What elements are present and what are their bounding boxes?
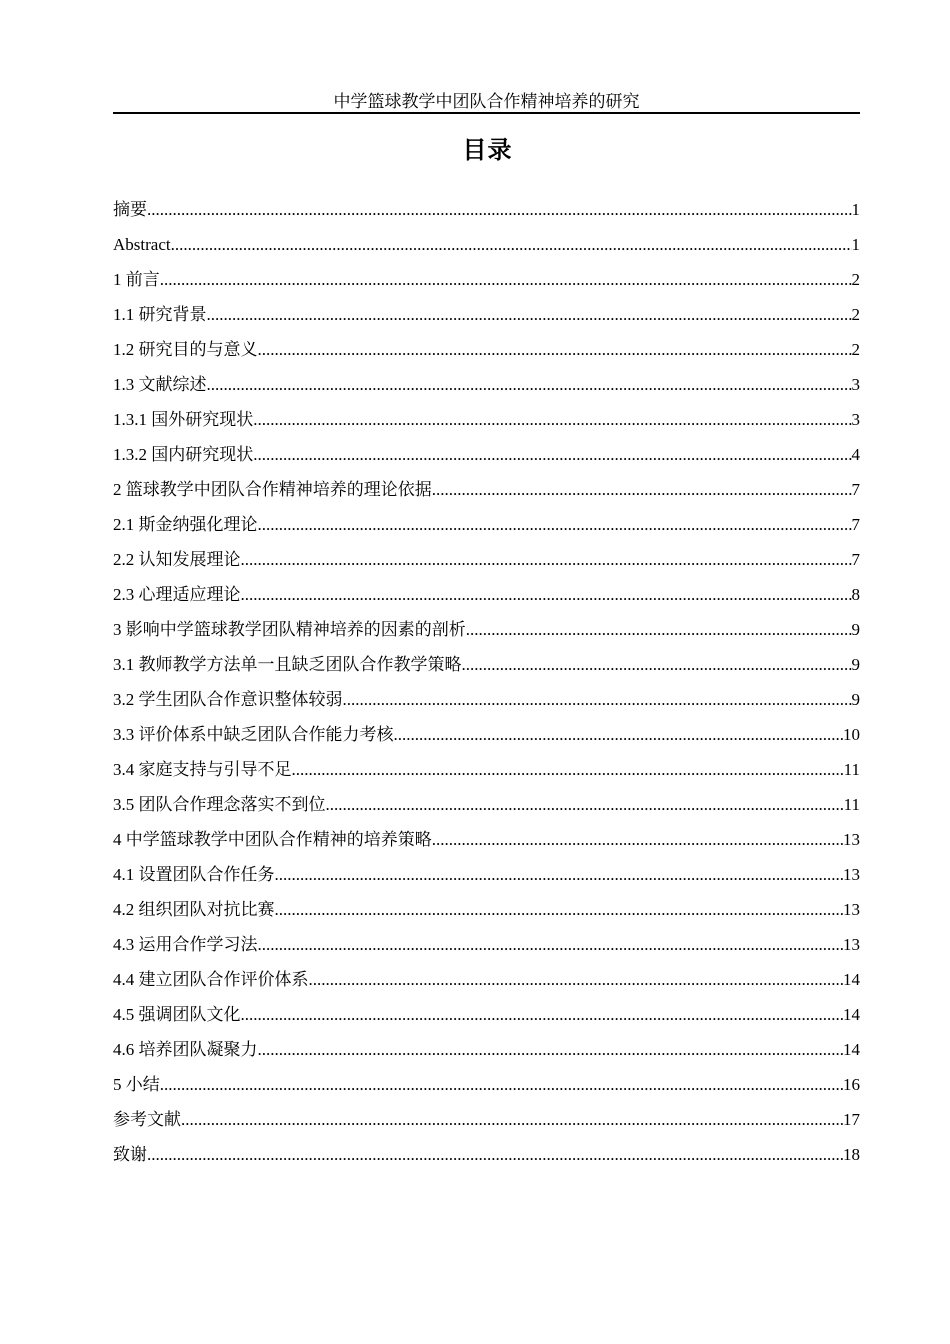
toc-entry[interactable]	[113, 997, 860, 1032]
toc-dot-leader	[160, 262, 852, 297]
toc-dot-leader	[466, 612, 852, 647]
toc-dot-leader	[253, 437, 851, 472]
toc-dot-leader	[275, 857, 844, 892]
toc-entry-label: 4.4 建立团队合作评价体系	[113, 970, 309, 989]
toc-entry[interactable]	[113, 192, 860, 227]
toc-entry-page-number: 11	[843, 760, 860, 779]
toc-entry-label: 摘要	[113, 200, 147, 219]
toc-dot-leader	[147, 1137, 843, 1172]
toc-entry-label: 1 前言	[113, 270, 160, 289]
toc-entry-label: 4.1 设置团队合作任务	[113, 865, 275, 884]
toc-entry[interactable]	[113, 262, 860, 297]
toc-dot-leader	[343, 682, 852, 717]
toc-entry-page-number: 9	[851, 655, 860, 674]
toc-entry[interactable]	[113, 542, 860, 577]
toc-entry-page-number: 13	[843, 830, 860, 849]
toc-entry[interactable]	[113, 437, 860, 472]
page-title: 目录	[462, 138, 513, 164]
toc-entry[interactable]	[113, 717, 860, 752]
toc-entry[interactable]	[113, 577, 860, 612]
toc-entry-label: 3.3 评价体系中缺乏团队合作能力考核	[113, 725, 394, 744]
toc-dot-leader	[241, 997, 844, 1032]
toc-entry-label: 致谢	[113, 1145, 147, 1164]
toc-entry[interactable]	[113, 892, 860, 927]
toc-entry-page-number: 3	[851, 410, 860, 429]
toc-entry[interactable]	[113, 857, 860, 892]
toc-entry-page-number: 8	[851, 585, 860, 604]
toc-entry-label: 1.3.1 国外研究现状	[113, 410, 254, 429]
toc-dot-leader	[207, 297, 852, 332]
toc-dot-leader	[394, 717, 844, 752]
toc-dot-leader	[326, 787, 844, 822]
toc-entry-page-number: 14	[843, 1040, 860, 1059]
toc-entry-label: 1.3 文献综述	[113, 375, 207, 394]
toc-dot-leader	[241, 542, 852, 577]
toc-entry[interactable]	[113, 1067, 860, 1102]
toc-entry[interactable]	[113, 962, 860, 997]
toc-entry-page-number: 3	[851, 375, 860, 394]
toc-entry[interactable]	[113, 787, 860, 822]
toc-dot-leader	[160, 1067, 843, 1102]
toc-entry-label: Abstract	[113, 235, 171, 254]
toc-dot-leader	[258, 927, 844, 962]
toc-dot-leader	[171, 227, 852, 262]
toc-entry-label: 4.6 培养团队凝聚力	[113, 1040, 258, 1059]
toc-entry-label: 2.1 斯金纳强化理论	[113, 515, 258, 534]
toc-entry-page-number: 17	[843, 1110, 860, 1129]
toc-entry-page-number: 7	[851, 515, 860, 534]
toc-entry-label: 1.1 研究背景	[113, 305, 207, 324]
toc-dot-leader	[275, 892, 844, 927]
toc-entry-page-number: 13	[843, 935, 860, 954]
toc-entry[interactable]	[113, 332, 860, 367]
toc-entry-label: 1.3.2 国内研究现状	[113, 445, 254, 464]
toc-dot-leader	[462, 647, 852, 682]
toc-dot-leader	[258, 1032, 844, 1067]
toc-entry-page-number: 10	[843, 725, 860, 744]
toc-entry-page-number: 1	[851, 235, 860, 254]
toc-entry-label: 4.3 运用合作学习法	[113, 935, 258, 954]
toc-entry-label: 2.2 认知发展理论	[113, 550, 241, 569]
toc-dot-leader	[207, 367, 852, 402]
toc-entry-page-number: 2	[851, 305, 860, 324]
toc-dot-leader	[309, 962, 844, 997]
toc-entry-label: 参考文献	[113, 1110, 181, 1129]
toc-entry-page-number: 9	[851, 690, 860, 709]
toc-dot-leader	[253, 402, 851, 437]
toc-entry-label: 3.2 学生团队合作意识整体较弱	[113, 690, 343, 709]
toc-entry-label: 2.3 心理适应理论	[113, 585, 241, 604]
toc-entry-page-number: 13	[843, 900, 860, 919]
toc-entry-label: 3.4 家庭支持与引导不足	[113, 760, 292, 779]
toc-entry[interactable]	[113, 1032, 860, 1067]
toc-entry[interactable]	[113, 612, 860, 647]
toc-entry-page-number: 2	[851, 340, 860, 359]
toc-dot-leader	[258, 507, 852, 542]
toc-entry-label: 3 影响中学篮球教学团队精神培养的因素的剖析	[113, 620, 466, 639]
toc-entry-page-number: 7	[851, 480, 860, 499]
toc-entry-page-number: 11	[843, 795, 860, 814]
toc-dot-leader	[241, 577, 852, 612]
toc-entry-label: 2 篮球教学中团队合作精神培养的理论依据	[113, 480, 432, 499]
toc-entry-page-number: 16	[843, 1075, 860, 1094]
toc-entry-label: 3.1 教师教学方法单一且缺乏团队合作教学策略	[113, 655, 462, 674]
running-header	[113, 90, 860, 114]
toc-entry-page-number: 9	[851, 620, 860, 639]
toc-dot-leader	[147, 192, 852, 227]
toc-entry[interactable]	[113, 822, 860, 857]
toc-entry-page-number: 13	[843, 865, 860, 884]
toc-entry[interactable]	[113, 402, 860, 437]
toc-entry-label: 4.5 强调团队文化	[113, 1005, 241, 1024]
toc-entry-label: 3.5 团队合作理念落实不到位	[113, 795, 326, 814]
table-of-contents	[113, 192, 860, 1172]
toc-entry[interactable]	[113, 682, 860, 717]
toc-entry[interactable]	[113, 752, 860, 787]
toc-entry[interactable]	[113, 1102, 860, 1137]
toc-entry-page-number: 2	[851, 270, 860, 289]
toc-dot-leader	[181, 1102, 843, 1137]
toc-dot-leader	[432, 472, 852, 507]
toc-entry-page-number: 4	[851, 445, 860, 464]
toc-entry-label: 5 小结	[113, 1075, 160, 1094]
toc-entry-label: 4 中学篮球教学中团队合作精神的培养策略	[113, 830, 432, 849]
toc-dot-leader	[432, 822, 843, 857]
toc-dot-leader	[292, 752, 844, 787]
toc-entry[interactable]	[113, 472, 860, 507]
toc-entry[interactable]	[113, 1137, 860, 1172]
toc-entry-label: 1.2 研究目的与意义	[113, 340, 258, 359]
toc-entry[interactable]	[113, 367, 860, 402]
toc-entry[interactable]	[113, 227, 860, 262]
toc-entry-page-number: 14	[843, 970, 860, 989]
toc-entry-page-number: 1	[851, 200, 860, 219]
toc-entry[interactable]	[113, 507, 860, 542]
toc-entry[interactable]	[113, 647, 860, 682]
toc-entry-label: 4.2 组织团队对抗比赛	[113, 900, 275, 919]
running-header-title: 中学篮球教学中团队合作精神培养的研究	[333, 92, 640, 111]
toc-entry[interactable]	[113, 297, 860, 332]
toc-entry-page-number: 14	[843, 1005, 860, 1024]
toc-entry[interactable]	[113, 927, 860, 962]
toc-entry-page-number: 7	[851, 550, 860, 569]
toc-entry-page-number: 18	[843, 1145, 860, 1164]
toc-dot-leader	[258, 332, 852, 367]
